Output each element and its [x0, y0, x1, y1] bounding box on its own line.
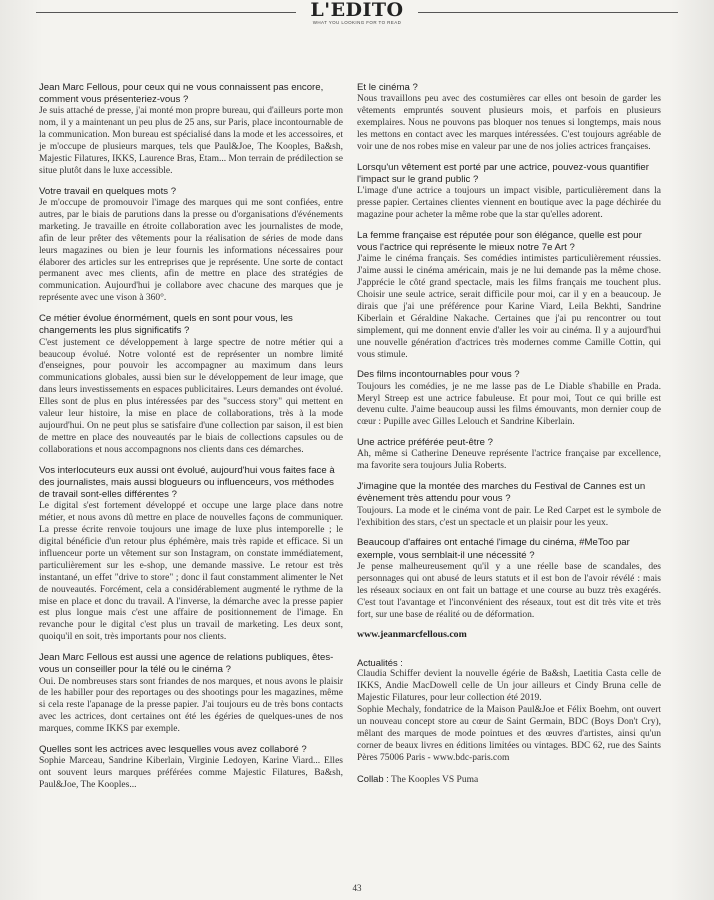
qa-block [39, 82, 343, 178]
question: J'imagine que la montée des marches du Festival de Cannes est un évènement très attendu pour vous ? [357, 481, 646, 505]
question: Ce métier évolue énormément, quels en sont pour vous, les changements les plus significatifs ? [39, 313, 293, 337]
answer: Je suis attaché de presse, j'ai monté mon propre bureau, qui d'ailleurs porte mon nom, il y a maintenant un peu plus de 25 ans, sur Paris, place incontournable de la communication. Mon bureau est spécialisé dans la mode et les accessoires, et je m'occupe de plusieurs marques, tels que Paul&Joe, The Kooples, Ba&sh, Majestic Filatures, IKKS, Laurence Bras, Etam... Mon terrain de prédilection se situe plutôt dans le luxe accessible. [39, 106, 343, 176]
answer: Nous travaillons peu avec des costumières car elles ont besoin de garder les vêtements empruntés souvent plusieurs mois, et parfois en plusieurs exemplaires. Nous ne pouvons pas bloquer nos tenues si longtemps, mais nous les mettons en contact avec les marques intéressées. C'est toujours agréable de voir une de nos robes mise en valeur par une de nos jolies actrices françaises. [357, 94, 661, 152]
qa-block [357, 369, 661, 429]
question: Jean Marc Fellous, pour ceux qui ne vous connaissent pas encore, comment vous présenteriez-vous ? [39, 82, 324, 106]
collab-line [357, 773, 661, 786]
qa-block [39, 652, 343, 736]
news-paragraph: Sophie Mechaly, fondatrice de la Maison Paul&Joe et Félix Boehm, ont ouvert un nouveau concept store au cœur de Saint Germain, BDC (Boys Don't Cry), mêlant des marques de mode pointues et des œuvres d'artistes, ainsi qu'un corner de beaux livres en éditions limitées ou vintages. BDC 62, rue des Saints Pères 75006 Paris - www.bdc-paris.com [357, 705, 661, 763]
answer: Sophie Marceau, Sandrine Kiberlain, Virginie Ledoyen, Karine Viard... Elles ont souvent leurs marques préférées comme Majestic Filatures, Ba&sh, Paul&Joe, The Kooples... [39, 756, 343, 791]
qa-block [357, 481, 661, 529]
question: Lorsqu'un vêtement est porté par une actrice, pouvez-vous quantifier l'impact sur le grand public ? [357, 161, 649, 185]
left-column [39, 82, 343, 800]
question: Quelles sont les actrices avec lesquelles vous avez collaboré ? [39, 744, 307, 756]
question: Beaucoup d'affaires ont entaché l'image du cinéma, #MeToo par exemple, vous semblait-il une nécessité ? [357, 537, 630, 561]
answer: Le digital s'est fortement développé et occupe une large place dans notre métier, et nous avons dû mettre en place de nouvelles façons de communiquer. La presse écrite renvoie toujours une image de luxe plus intemporelle ; le digital bénéficie d'un retour plus éphémère, mais très rapide et efficace. Si un influenceur porte un vêtement sur son Instagram, on constate immédiatement, particulièrement sur les e-shop, une demande massive. Le retour est très instantané, un effet "drive to store" ; donc il faut constamment alimenter le Net de nouveautés. Forcément, cela a considérablement augmenté le rythme de la mise en place et donc du travail. A l'inverse, la démarche avec la presse papier est plus longue mais c'est une affaire de positionnement de l'image. En revanche pour le digital c'est plus un travail de marketing. Les deux sont, quoiqu'il en soit, très importants pour nos clients. [39, 501, 343, 643]
answer: L'image d'une actrice a toujours un impact visible, particulièrement dans la presse papier. Certaines clientes viennent en boutique avec la page déchirée du magazine pour acheter la même robe que la star qu'elles adorent. [357, 186, 661, 220]
question: Et le cinéma ? [357, 82, 418, 93]
answer: Je pense malheureusement qu'il y a une réelle base de scandales, des personnages qui ont abusé de leurs statuts et il est bon de l'avoir révélé : mais les réseaux sociaux en ont fait un battage et une course au buzz très exagérés. C'est tout l'avantage et l'inconvénient des réseaux, tout est dit très vite et très fort, sur une base de réalité ou de déformation. [357, 561, 661, 620]
question: Des films incontournables pour vous ? [357, 369, 520, 381]
answer: C'est justement ce développement à large spectre de notre métier qui a beaucoup évolué. Notre volonté est de représenter un nombre limité d'enseignes, pour pouvoir les accompagner au maximum dans leurs communications globales, aussi bien sur le développement de leur image, que dans leurs investissements en espaces publicitaires. Leurs demandes ont évolué. Elles sont de plus en plus intéressées par des "success story" qui mettent en valeur leur histoire, la mise en place de collaborations, très à la mode aujourd'hui. On ne peut plus se satisfaire d'une collection par saison, il est bien de mettre en place des nouveautés par le biais de collections capsules ou de collaborations et nous accompagnons nos clients dans ces démarches. [39, 337, 343, 455]
qa-block [39, 313, 343, 456]
qa-block [357, 537, 661, 621]
masthead-rule-left [36, 12, 296, 13]
answer: Je m'occupe de promouvoir l'image des marques qui me sont confiées, entre autres, par le biais de parutions dans la presse ou d'organisations d'événements marketing. Je travaille en étroite collaboration avec les journalistes de mode, afin de leur prêter des vêtements pour la réalisation de séries de mode dans leurs magazines ou bien je leur fournis les informations nécessaires pour élaborer des articles sur les entreprises que je représente. Une sorte de contact permanent avec mes clients, afin de mettre en place des stratégies de communication. Aujourd'hui je collabore avec chacune des marques que je représente avec une vison à 360°. [39, 198, 343, 304]
page-number: 43 [352, 883, 362, 893]
right-column [357, 82, 661, 786]
news-section [357, 657, 661, 764]
question: Vos interlocuteurs eux aussi ont évolué, aujourd'hui vous faites face à des journalistes, mais aussi blogueurs ou influenceurs, vos méthodes de travail sont-elles différentes ? [39, 464, 335, 501]
answer: J'aime le cinéma français. Ses comédies intimistes particulièrement réussies. J'aime aussi le cinéma américain, mais je ne lui demande pas la même chose. J'apprécie le côté grand spectacle, mais les films français me touchent plus. Choisir une seule actrice, serait difficile pour moi, car il y en a beaucoup. Je dirais que j'ai une préférence pour Karine Viard, Leila Bekhti, Sandrine Kiberlain et Géraldine Nakache. Certaines que j'ai pu rencontrer ou tout simplement, qui me donnent envie d'aller les voir au cinéma. Il y a aujourd'hui une nouvelle génération d'actrices très modernes comme Camille Cottin, qui vous stimule. [357, 254, 661, 360]
question: Une actrice préférée peut-être ? [357, 437, 493, 449]
masthead-rule-right [418, 12, 678, 13]
qa-block [39, 744, 343, 792]
qa-block [357, 82, 661, 154]
qa-block [357, 162, 661, 222]
logo-text: L'EDITO [310, 0, 404, 21]
qa-block [357, 437, 661, 473]
collab-text: The Kooples VS Puma [391, 774, 479, 785]
question: Votre travail en quelques mots ? [39, 185, 177, 197]
answer: Oui. De nombreuses stars sont friandes de nos marques, et nous avons le plaisir de les habiller pour des reportages ou des shootings pour les magazines, même si cela reste l'apanage de la presse papier. J'ai toujours eu de très bons contacts avec les actrices, dont certaines ont été les égéries de quelques-unes de nos marques, comme IKKS par exemple. [39, 676, 343, 735]
answer: Toujours. La mode et le cinéma vont de pair. Le Red Carpet est le symbole de l'exhibition des stars, c'est un spectacle et un plaisir pour les yeux. [357, 505, 661, 528]
question: La femme française est réputée pour son élégance, quelle est pour vous l'actrice qui représente le mieux notre 7e Art ? [357, 229, 642, 254]
answer: Toujours les comédies, je ne me lasse pas de Le Diable s'habille en Prada. Meryl Streep est une actrice fabuleuse. Et pour moi, Tout ce qui brille est devenu culte. J'aime beaucoup aussi les films émouvants, mon dernier coup de cœur : Pupille avec Gilles Lelouch et Sandrine Kiberlain. [357, 381, 661, 428]
qa-block [39, 186, 343, 305]
logo-tagline: WHAT YOU LOOKING FOR TO READ [312, 20, 402, 25]
question: Jean Marc Fellous est aussi une agence de relations publiques, êtes-vous un conseiller pour la télé ou le cinéma ? [39, 652, 334, 676]
news-paragraph: Claudia Schiffer devient la nouvelle égérie de Ba&sh, Laetitia Casta celle de IKKS, Andie MacDowell celle de Un jour ailleurs et Cindy Bruna celle de Majestic Filatures, pour leur collection été 2019. [357, 669, 661, 704]
qa-block [357, 230, 661, 362]
news-title: Actualités : [357, 657, 403, 669]
collab-label: Collab : [357, 772, 389, 784]
qa-block [39, 465, 343, 644]
answer: Ah, même si Catherine Deneuve représente l'actrice française par excellence, ma favorite sera toujours Julia Roberts. [357, 449, 661, 472]
logo [296, 0, 418, 25]
masthead [0, 0, 714, 30]
website-link[interactable]: www.jeanmarcfellous.com [357, 629, 467, 641]
